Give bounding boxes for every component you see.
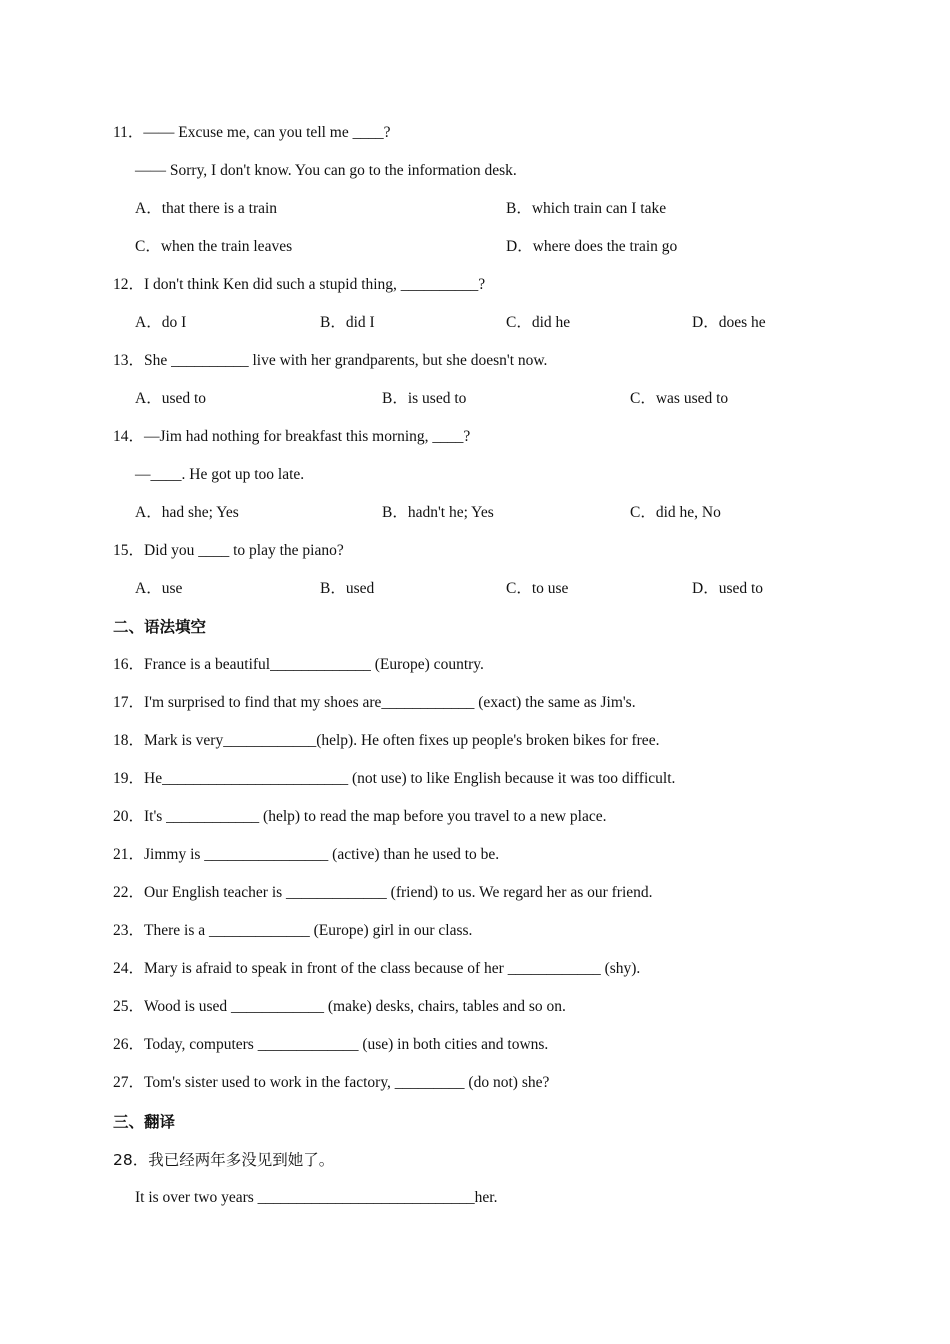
q14-option-c[interactable]: C．did he, No [630, 504, 721, 521]
question-22: 22．Our English teacher is _____________ (friend) to us. We regard her as our friend. [113, 884, 653, 901]
q14-option-b[interactable]: B．hadn't he; Yes [382, 504, 494, 521]
q12-option-b[interactable]: B．did I [320, 314, 375, 331]
q11-option-d[interactable]: D．where does the train go [506, 238, 678, 255]
q11-option-b[interactable]: B．which train can I take [506, 200, 667, 217]
question-26: 26．Today, computers _____________ (use) in both cities and towns. [113, 1036, 549, 1053]
q13-option-c[interactable]: C．was used to [630, 390, 729, 407]
section-3-heading: 三、翻译 [113, 1113, 176, 1131]
question-28-stem: 28．我已经两年多没见到她了。 [113, 1151, 335, 1169]
question-23: 23．There is a _____________ (Europe) girl in our class. [113, 922, 473, 939]
section-2-heading: 二、语法填空 [113, 618, 207, 636]
question-15-stem: 15．Did you ____ to play the piano? [113, 542, 344, 559]
question-19: 19．He________________________ (not use) to like English because it was too difficult. [113, 770, 676, 787]
q12-option-a[interactable]: A．do I [135, 314, 187, 331]
question-17: 17．I'm surprised to find that my shoes are____________ (exact) the same as Jim's. [113, 694, 636, 711]
q15-option-a[interactable]: A．use [135, 580, 183, 597]
q15-option-c[interactable]: C．to use [506, 580, 569, 597]
question-16: 16．France is a beautiful_____________ (Europe) country. [113, 656, 484, 673]
question-20: 20．It's ____________ (help) to read the map before you travel to a new place. [113, 808, 607, 825]
question-25: 25．Wood is used ____________ (make) desks, chairs, tables and so on. [113, 998, 566, 1015]
question-21: 21．Jimmy is ________________ (active) than he used to be. [113, 846, 500, 863]
question-12-stem: 12．I don't think Ken did such a stupid thing, __________? [113, 276, 486, 293]
q15-option-b[interactable]: B．used [320, 580, 375, 597]
q13-option-b[interactable]: B．is used to [382, 390, 467, 407]
q11-option-c[interactable]: C．when the train leaves [135, 238, 293, 255]
question-11-reply: —— Sorry, I don't know. You can go to the information desk. [135, 162, 517, 179]
question-28-answer: It is over two years ____________________________her. [135, 1189, 498, 1206]
question-14-reply: —____. He got up too late. [135, 466, 305, 483]
question-11-stem: 11．—— Excuse me, can you tell me ____? [113, 124, 391, 141]
question-18: 18．Mark is very____________(help). He often fixes up people's broken bikes for free. [113, 732, 660, 749]
q13-option-a[interactable]: A．used to [135, 390, 207, 407]
q12-option-d[interactable]: D．does he [692, 314, 766, 331]
question-27: 27．Tom's sister used to work in the factory, _________ (do not) she? [113, 1074, 550, 1091]
q14-option-a[interactable]: A．had she; Yes [135, 504, 239, 521]
question-14-stem: 14．—Jim had nothing for breakfast this morning, ____? [113, 428, 471, 445]
q11-option-a[interactable]: A．that there is a train [135, 200, 278, 217]
question-13-stem: 13．She __________ live with her grandparents, but she doesn't now. [113, 352, 548, 369]
q12-option-c[interactable]: C．did he [506, 314, 571, 331]
q15-option-d[interactable]: D．used to [692, 580, 764, 597]
question-24: 24．Mary is afraid to speak in front of the class because of her ____________ (shy). [113, 960, 641, 977]
